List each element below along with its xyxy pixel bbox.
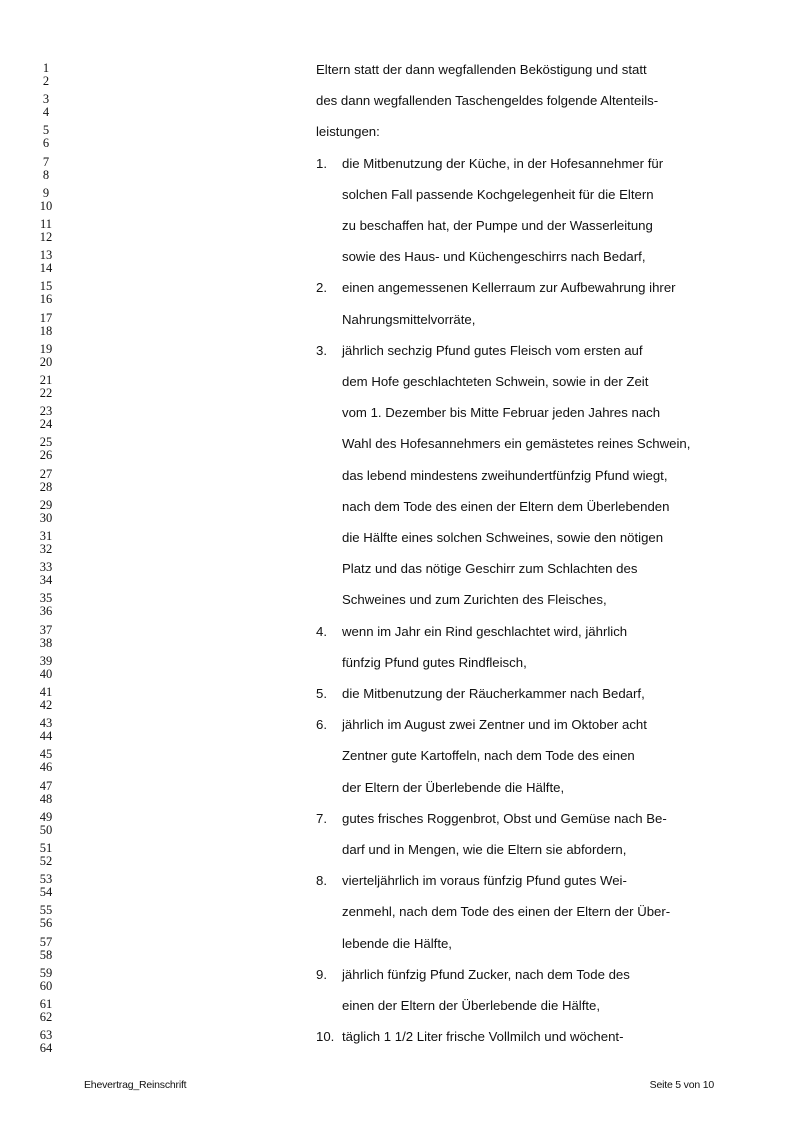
line-number: 30 xyxy=(39,510,53,525)
line-number: 54 xyxy=(39,885,53,900)
line-number: 44 xyxy=(39,729,53,744)
line-number: 5 xyxy=(42,123,50,138)
list-item-text: gutes frisches Roggenbrot, Obst und Gemüse nach Be- xyxy=(342,810,667,826)
list-item-text: die Mitbenutzung der Küche, in der Hofesannehmer für xyxy=(342,155,664,171)
text-line: das lebend mindestens zweihundertfünfzig Pfund wiegt, xyxy=(342,467,668,483)
list-item-number: 5. xyxy=(316,686,327,701)
line-number: 19 xyxy=(39,341,53,356)
list-item-number: 1. xyxy=(316,155,327,171)
list-item-number: 4. xyxy=(316,623,327,639)
line-number: 39 xyxy=(39,653,53,668)
line-number: 12 xyxy=(39,230,53,244)
text-line: nach dem Tode des einen der Eltern dem Überlebenden xyxy=(342,498,670,514)
text-line: leistungen: xyxy=(316,124,380,140)
line-number: 63 xyxy=(39,1028,53,1043)
line-number: 57 xyxy=(39,934,53,949)
line-number: 24 xyxy=(39,417,53,432)
line-number: 47 xyxy=(39,778,53,793)
text-line: vom 1. Dezember bis Mitte Februar jeden Jahres nach xyxy=(342,405,661,421)
line-number: 32 xyxy=(39,542,53,556)
line-number: 17 xyxy=(39,310,53,325)
line-number: 29 xyxy=(39,497,53,512)
line-number: 50 xyxy=(39,822,53,837)
line-number: 49 xyxy=(39,809,53,824)
line-number: 55 xyxy=(39,903,53,918)
line-number: 56 xyxy=(39,916,53,931)
line-number: 52 xyxy=(39,854,53,868)
list-item-number: 7. xyxy=(316,810,327,826)
line-number: 15 xyxy=(39,279,53,294)
line-number: 41 xyxy=(39,685,53,699)
line-number: 7 xyxy=(42,154,50,169)
text-line: Platz und das nötige Geschirr zum Schlachten des xyxy=(342,561,638,577)
line-number: 59 xyxy=(39,965,53,980)
line-number: 22 xyxy=(39,386,53,400)
line-number: 51 xyxy=(39,841,53,855)
line-number: 35 xyxy=(39,591,53,606)
line-number: 53 xyxy=(39,872,53,887)
text-line: lebende die Hälfte, xyxy=(342,935,452,951)
list-item-text: vierteljährlich im voraus fünfzig Pfund gutes Wei- xyxy=(342,873,627,889)
text-line: sowie des Haus- und Küchengeschirrs nach Bedarf, xyxy=(342,249,646,265)
line-number: 58 xyxy=(39,947,53,962)
line-number: 26 xyxy=(39,448,53,463)
text-line: Eltern statt der dann wegfallenden Beköstigung und statt xyxy=(316,62,647,77)
line-number: 6 xyxy=(42,136,50,151)
line-number: 25 xyxy=(39,435,53,450)
line-number: 16 xyxy=(39,292,53,307)
text-line: dem Hofe geschlachteten Schwein, sowie in der Zeit xyxy=(342,374,649,389)
line-number: 3 xyxy=(42,92,50,107)
list-item-number: 9. xyxy=(316,966,327,982)
line-number: 37 xyxy=(39,622,53,637)
list-item-text: täglich 1 1/2 Liter frische Vollmilch und wöchent- xyxy=(342,1029,624,1045)
line-number: 33 xyxy=(39,560,53,575)
list-item-number: 8. xyxy=(316,873,327,889)
text-line: Zentner gute Kartoffeln, nach dem Tode des einen xyxy=(342,748,635,764)
line-number: 48 xyxy=(39,791,53,806)
line-number: 9 xyxy=(42,185,50,200)
line-number: 2 xyxy=(42,74,50,88)
text-line: des dann wegfallenden Taschengeldes folgende Altenteils- xyxy=(316,93,659,109)
list-item-number: 10. xyxy=(316,1029,335,1045)
list-item-number: 3. xyxy=(316,342,327,358)
line-number: 45 xyxy=(39,747,53,762)
line-number: 20 xyxy=(39,354,53,369)
line-number: 42 xyxy=(39,698,53,712)
line-number: 61 xyxy=(39,997,53,1011)
list-item-text: jährlich sechzig Pfund gutes Fleisch vom ersten auf xyxy=(342,342,643,358)
text-line: solchen Fall passende Kochgelegenheit für die Eltern xyxy=(342,186,654,202)
line-number: 1 xyxy=(42,61,50,75)
footer-document-name: Ehevertrag_Reinschrift xyxy=(84,1079,187,1091)
line-number: 46 xyxy=(39,760,53,775)
list-item-text: wenn im Jahr ein Rind geschlachtet wird, jährlich xyxy=(342,623,628,639)
text-line: der Eltern der Überlebende die Hälfte, xyxy=(342,779,565,795)
text-line: einen der Eltern der Überlebende die Hälfte, xyxy=(342,998,601,1013)
line-number: 36 xyxy=(39,604,53,619)
line-number: 4 xyxy=(42,105,50,120)
line-number: 14 xyxy=(39,261,53,276)
list-item-text: die Mitbenutzung der Räucherkammer nach Bedarf, xyxy=(342,686,645,701)
line-number: 34 xyxy=(39,573,53,588)
line-number: 43 xyxy=(39,716,53,731)
line-number: 64 xyxy=(39,1041,53,1056)
line-number: 18 xyxy=(39,323,53,338)
line-number: 28 xyxy=(39,479,53,494)
list-item-text: einen angemessenen Kellerraum zur Aufbewahrung ihrer xyxy=(342,280,676,296)
list-item-text: jährlich im August zwei Zentner und im Oktober acht xyxy=(342,717,647,733)
text-line: Wahl des Hofesannehmers ein gemästetes reines Schwein, xyxy=(342,436,691,452)
list-item-number: 6. xyxy=(316,717,327,733)
line-number: 40 xyxy=(39,666,53,681)
line-number: 8 xyxy=(42,167,50,182)
line-number: 62 xyxy=(39,1010,53,1024)
line-number: 11 xyxy=(39,217,53,231)
list-item-text: jährlich fünfzig Pfund Zucker, nach dem Tode des xyxy=(342,966,630,982)
line-number: 31 xyxy=(39,529,53,543)
text-line: Schweines und zum Zurichten des Fleisches, xyxy=(342,592,607,608)
list-item-number: 2. xyxy=(316,280,327,296)
text-line: zenmehl, nach dem Tode des einen der Eltern der Über- xyxy=(342,904,671,920)
text-line: die Hälfte eines solchen Schweines, sowie den nötigen xyxy=(342,530,664,545)
line-number: 27 xyxy=(39,466,53,481)
line-number: 21 xyxy=(39,373,53,387)
line-number: 38 xyxy=(39,635,53,650)
text-line: fünfzig Pfund gutes Rindfleisch, xyxy=(342,654,527,670)
line-number: 10 xyxy=(39,198,53,213)
text-line: Nahrungsmittelvorräte, xyxy=(342,311,476,327)
line-number: 23 xyxy=(39,404,53,419)
line-number: 60 xyxy=(39,978,53,993)
text-line: darf und in Mengen, wie die Eltern sie abfordern, xyxy=(342,842,627,857)
text-line: zu beschaffen hat, der Pumpe und der Wasserleitung xyxy=(342,218,653,233)
footer-page-number: Seite 5 von 10 xyxy=(649,1079,714,1091)
line-number: 13 xyxy=(39,248,53,263)
